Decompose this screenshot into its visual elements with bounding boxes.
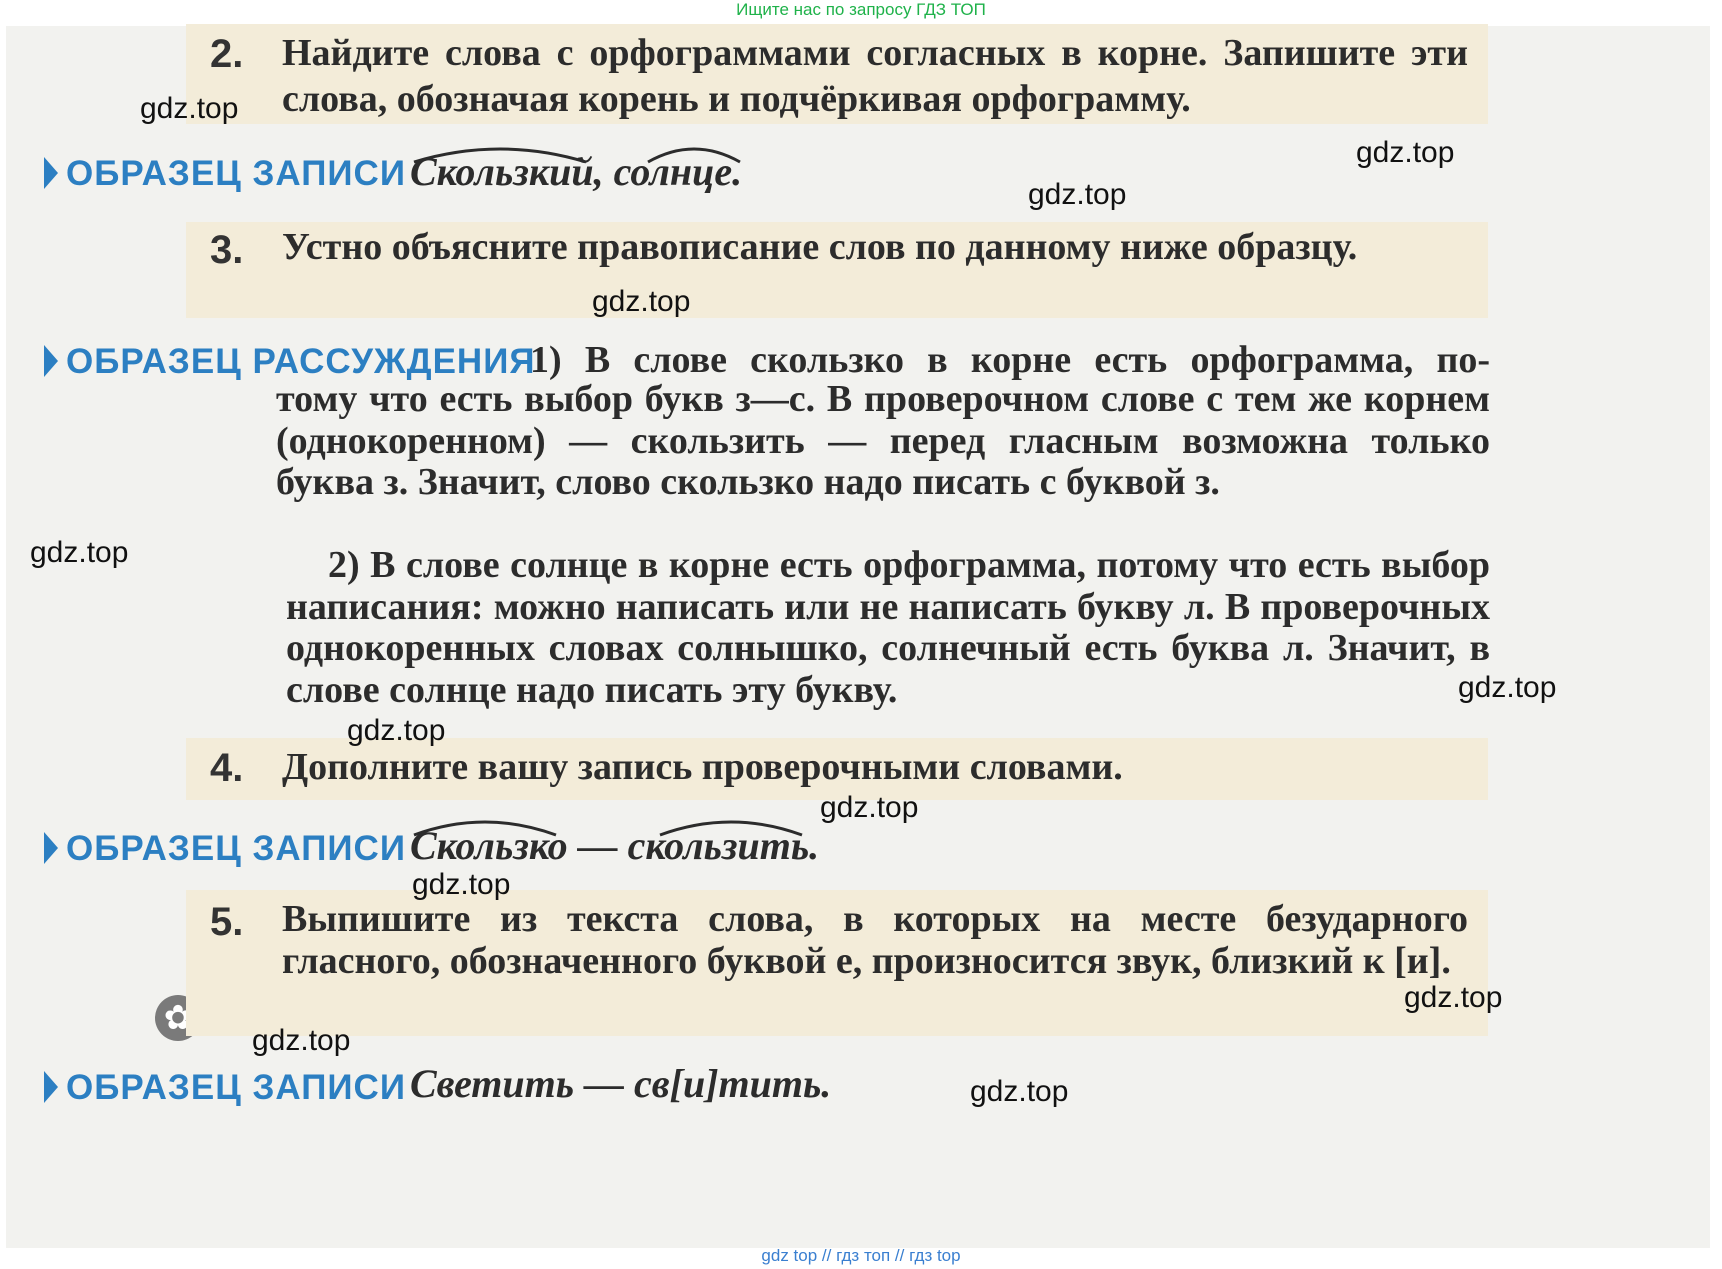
task-5 — [186, 890, 1488, 1036]
sample-label — [44, 829, 406, 869]
watermark: gdz.top — [592, 285, 691, 318]
sample-label — [44, 154, 406, 194]
sample-label-text: ОБРАЗЕЦ ЗАПИСИ — [66, 154, 406, 193]
task-number: 4. — [210, 746, 244, 790]
sample-text: Скользкий, солнце. — [410, 149, 743, 194]
sample-text: Светить — св[и]тить. — [410, 1061, 832, 1106]
watermark: gdz.top — [970, 1075, 1069, 1108]
task-text: Дополните вашу запись проверочными словами. — [282, 746, 1123, 788]
task-text: Устно объясните правописание слов по данному ниже образцу. — [282, 226, 1358, 268]
task-text: Найдите слова с орфограммами согласных в корне. Запишите эти слова, обозначая корень и подчёркивая орфограмму. — [282, 32, 1468, 120]
task-2 — [186, 24, 1488, 124]
sample-label-text: ОБРАЗЕЦ ЗАПИСИ — [66, 1068, 406, 1107]
reasoning-paragraph-1: тому что есть выбор букв з—с. В проверочном слове с тем же корнем (однокоренном) — скользить — перед гласным возможна только буква з. Значит, слово скользко надо писать с буквой з. — [276, 378, 1490, 503]
reasoning-label — [44, 342, 536, 382]
reasoning-label-text: ОБРАЗЕЦ РАССУЖДЕНИЯ — [66, 342, 536, 381]
triangle-marker-icon — [44, 157, 58, 189]
reasoning-paragraph-1-first-line: 1) В слове скользко в корне есть орфограмма, по- — [530, 339, 1490, 381]
task-3 — [186, 222, 1488, 318]
watermark: gdz.top — [30, 536, 129, 569]
watermark: gdz.top — [1458, 671, 1557, 704]
watermark: gdz.top — [1356, 136, 1455, 169]
watermark: gdz.top — [140, 92, 239, 125]
watermark: gdz.top — [412, 868, 511, 901]
task-text: Выпишите из текста слова, в которых на месте безударного гласного, обозначенного буквой е, произносится звук, близкий к [и]. — [282, 898, 1468, 982]
reasoning-paragraph-2: 2) В слове солнце в корне есть орфограмма, потому что есть выбор написания: можно написать или не написать букву л. В проверочных однокоренных словах солнышко, солнечный есть буква л. Значит, в слове солнце надо писать эту букву. — [286, 544, 1490, 711]
watermark: gdz.top — [820, 791, 919, 824]
task-number: 3. — [210, 228, 244, 272]
watermark: gdz.top — [347, 714, 446, 747]
bottom-banner: gdz top // гдз топ // гдз top — [761, 1246, 961, 1265]
watermark: gdz.top — [252, 1024, 351, 1057]
watermark: gdz.top — [1404, 981, 1503, 1014]
triangle-marker-icon — [44, 832, 58, 864]
task-number: 5. — [210, 900, 244, 944]
triangle-marker-icon — [44, 345, 58, 377]
watermark: gdz.top — [1028, 178, 1127, 211]
sample-label-text: ОБРАЗЕЦ ЗАПИСИ — [66, 829, 406, 868]
triangle-marker-icon — [44, 1071, 58, 1103]
sample-label — [44, 1068, 406, 1108]
top-banner: Ищите нас по запросу ГДЗ ТОП — [736, 0, 986, 19]
sample-text: Скользко — скользить. — [410, 823, 820, 868]
task-number: 2. — [210, 32, 244, 76]
